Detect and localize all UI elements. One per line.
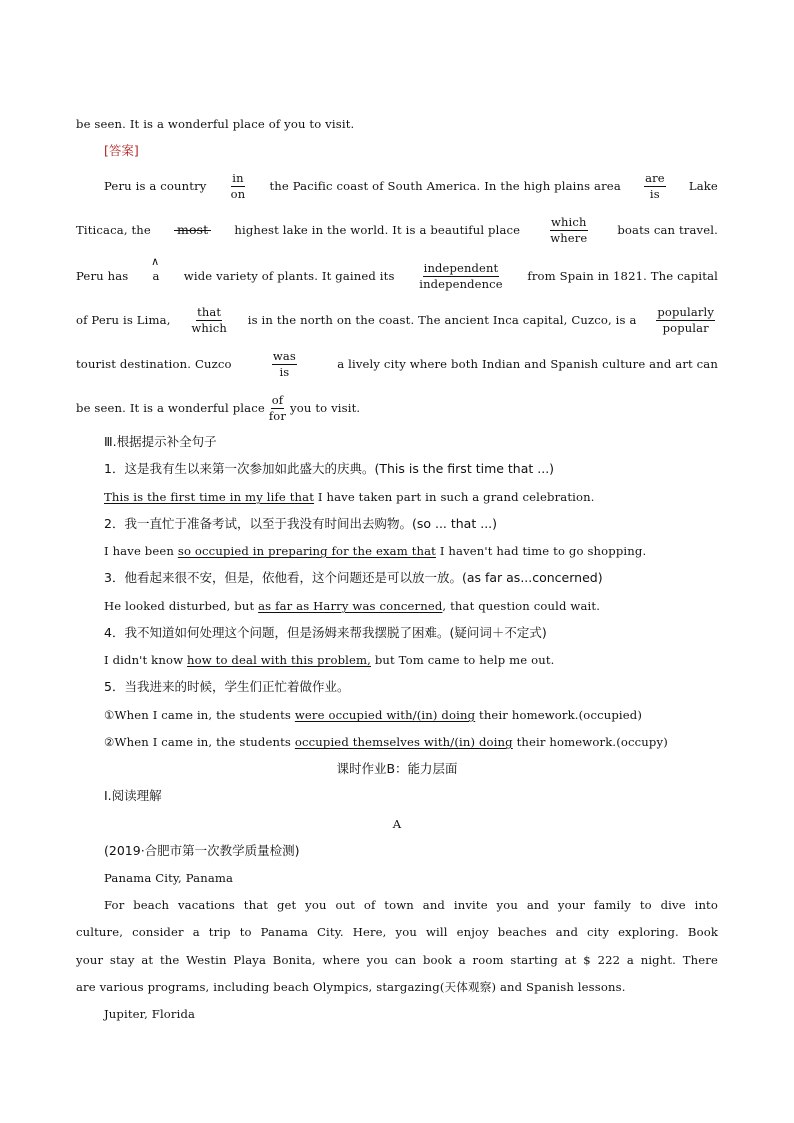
question-4-answer xyxy=(104,652,718,668)
answer-fill: were occupied with/(in) doing xyxy=(294,708,476,722)
correction-new: popularly xyxy=(657,304,714,319)
correction-fraction xyxy=(230,171,247,202)
correction-new: in xyxy=(232,170,244,185)
correction-old: independence xyxy=(419,276,503,291)
answer-line-2 xyxy=(76,214,718,246)
section-3-title: Ⅲ.根据提示补全句子 xyxy=(104,434,217,449)
question-2-prompt: 2．我一直忙于准备考试，以至于我没有时间出去购物。(so ... that ...) xyxy=(104,516,498,531)
question-2-answer xyxy=(104,543,718,559)
answer-text: , that question could wait. xyxy=(442,599,601,613)
answer-text: but Tom came to help me out. xyxy=(371,653,555,667)
answer-text: ②When I came in, the students xyxy=(104,735,295,749)
answer-text: the Pacific coast of South America. In the high plains area xyxy=(269,179,621,193)
answer-line-1 xyxy=(104,170,718,202)
deleted-word: most xyxy=(176,222,209,237)
correction-new: which xyxy=(550,214,587,229)
passage-line: For beach vacations that get you out of town and invite you and your family to dive into xyxy=(104,898,718,912)
correction-fraction xyxy=(644,171,666,202)
answer-text: He looked disturbed, but xyxy=(104,599,259,613)
homework-title: 课时作业B：能力层面 xyxy=(336,761,458,776)
question-5-answer-b xyxy=(104,734,718,750)
answer-text: Peru has xyxy=(76,269,129,283)
answer-text: their homework.(occupy) xyxy=(512,735,668,749)
answer-text: boats can travel. xyxy=(617,223,718,237)
question-5-answer-a xyxy=(104,707,718,723)
correction-new: are xyxy=(645,170,665,185)
answer-text: ①When I came in, the students xyxy=(104,708,295,722)
correction-fraction xyxy=(656,305,715,336)
correction-old: is xyxy=(279,364,290,379)
correction-new: of xyxy=(271,392,284,407)
correction-old: for xyxy=(268,408,287,423)
answer-text: be seen. It is a wonderful place xyxy=(76,401,265,415)
answer-text: Titicaca, the xyxy=(76,223,151,237)
correction-old: popular xyxy=(662,320,709,335)
answer-text: is in the north on the coast. The ancient Inca capital, Cuzco, is a xyxy=(247,313,637,327)
answer-label xyxy=(104,143,718,159)
question-1-answer xyxy=(104,489,718,505)
answer-text: Lake xyxy=(688,179,718,193)
answer-text: I haven't had time to go shopping. xyxy=(436,544,647,558)
question-4-prompt: 4．我不知道如何处理这个问题，但是汤姆来帮我摆脱了困难。(疑问词＋不定式) xyxy=(104,625,547,640)
correction-new: that xyxy=(197,304,222,319)
passage-line: your stay at the Westin Playa Bonita, where you can book a room starting at $ 222 a night. There xyxy=(76,953,718,967)
passage-line: are various programs, including beach Olympics, stargazing(天体观察) and Spanish lessons. xyxy=(76,980,626,994)
correction-old: on xyxy=(230,186,246,201)
correction-fraction xyxy=(549,215,588,246)
inserted-word: a xyxy=(152,269,160,283)
answer-line-5 xyxy=(76,348,718,380)
prev-text-tail: be seen. It is a wonderful place of you to visit. xyxy=(76,117,355,131)
correction-fraction xyxy=(418,261,503,292)
answer-text: from Spain in 1821. The capital xyxy=(527,269,718,283)
passage-source: (2019·合肥市第一次教学质量检测) xyxy=(104,843,300,858)
answer-text: highest lake in the world. It is a beautiful place xyxy=(234,223,521,237)
answer-line-4 xyxy=(76,304,718,336)
passage-letter: A xyxy=(392,817,402,831)
answer-tag: [答案] xyxy=(104,143,139,158)
correction-new: was xyxy=(272,348,296,363)
passage-heading-2: Jupiter, Florida xyxy=(104,1007,196,1021)
answer-text: you to visit. xyxy=(290,401,361,415)
answer-fill: as far as Harry was concerned xyxy=(258,599,443,613)
answer-text: Peru is a country xyxy=(104,179,207,193)
answer-line-6 xyxy=(76,392,718,424)
reading-section-title: Ⅰ.阅读理解 xyxy=(104,788,162,803)
correction-fraction xyxy=(272,349,297,380)
answer-text: I have been xyxy=(104,544,178,558)
correction-old: which xyxy=(191,320,227,335)
answer-fill: This is the first time in my life that xyxy=(104,490,315,504)
answer-text: I didn't know xyxy=(104,653,187,667)
correction-old: is xyxy=(649,186,660,201)
answer-fill: how to deal with this problem, xyxy=(187,653,371,667)
answer-text: tourist destination. Cuzco xyxy=(76,357,232,371)
question-1-prompt: 1．这是我有生以来第一次参加如此盛大的庆典。(This is the first time that ...) xyxy=(104,461,555,476)
passage-line: culture, consider a trip to Panama City. Here, you will enjoy beaches and city exploring. Book xyxy=(76,925,718,939)
answer-fill: so occupied in preparing for the exam that xyxy=(177,544,436,558)
question-5-prompt: 5．当我进来的时候，学生们正忙着做作业。 xyxy=(104,679,350,694)
correction-fraction xyxy=(268,393,287,424)
correction-old: where xyxy=(550,230,588,245)
question-3-answer xyxy=(104,598,718,614)
insertion-mark xyxy=(149,255,163,284)
correction-fraction xyxy=(190,305,228,336)
answer-fill: occupied themselves with/(in) doing xyxy=(294,735,513,749)
answer-text: a lively city where both Indian and Spanish culture and art can xyxy=(337,357,718,371)
answer-text: their homework.(occupied) xyxy=(475,708,643,722)
answer-line-3 xyxy=(76,255,718,291)
question-3-prompt: 3．他看起来很不安，但是，依他看，这个问题还是可以放一放。(as far as...concerned) xyxy=(104,570,603,585)
answer-text: wide variety of plants. It gained its xyxy=(183,269,395,283)
answer-text: of Peru is Lima, xyxy=(76,313,171,327)
answer-text: I have taken part in such a grand celebration. xyxy=(314,490,595,504)
correction-new: independent xyxy=(423,260,499,275)
caret-icon: ∧ xyxy=(151,255,160,268)
passage-heading-1: Panama City, Panama xyxy=(104,871,234,885)
